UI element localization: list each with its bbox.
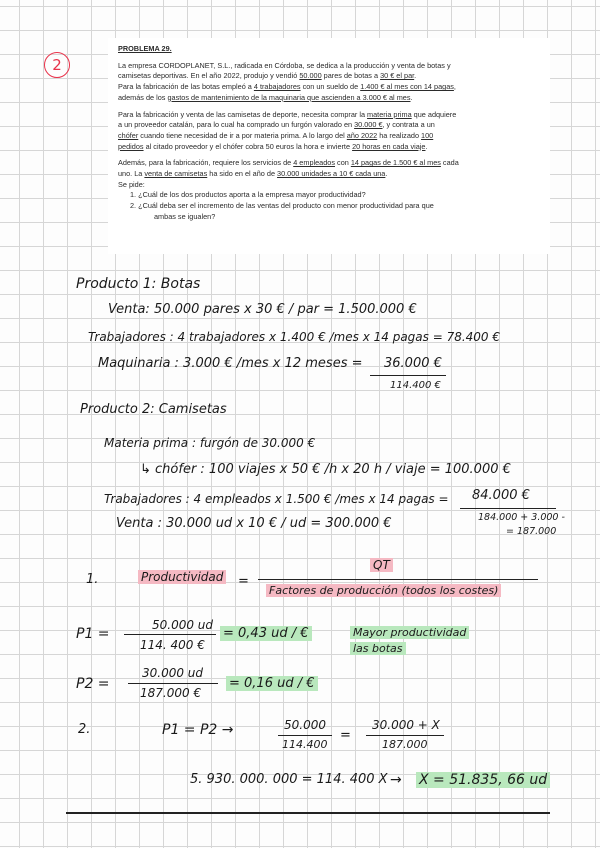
p1-equals-p2: P1 = P2 → xyxy=(162,722,234,738)
eq-left-numerator: 50.000 xyxy=(284,718,326,732)
q2-number: 2. xyxy=(78,722,91,737)
sum-line-1 xyxy=(370,375,446,376)
total-costes-botas: 114.400 € xyxy=(390,380,441,391)
trabajadores-camisetas-line: Trabajadores : 4 empleados x 1.500 € /mes x 14 pagas = xyxy=(104,492,449,506)
se-pide-label: Se pide: xyxy=(118,179,145,189)
p1-result: = 0,43 ud / € xyxy=(220,626,312,641)
suma-costes-camisetas: 184.000 + 3.000 - xyxy=(478,512,565,523)
final-result: X = 51.835, 66 ud xyxy=(416,772,550,788)
factores-produccion-label: Factores de producción (todos los costes) xyxy=(266,584,501,597)
question-1: 1. ¿Cuál de los dos productos aporta a la empresa mayor productividad? xyxy=(130,190,366,200)
maquinaria-line: Maquinaria : 3.000 € /mes x 12 meses = xyxy=(98,356,363,371)
q1-number: 1. xyxy=(86,572,99,587)
eq-left-denominator: 114.400 xyxy=(282,738,328,751)
p2-denominator: 187.000 € xyxy=(140,686,202,700)
maquinaria-value: 36.000 € xyxy=(384,356,442,371)
final-arrow: → xyxy=(390,772,402,788)
eq-middle-equals: = xyxy=(340,728,351,743)
trabajadores-camisetas-value: 84.000 € xyxy=(472,488,530,503)
sum-line-2 xyxy=(460,508,556,509)
bottom-divider xyxy=(66,812,550,814)
productividad-equals: = xyxy=(238,574,249,589)
eq-left-fraction-line xyxy=(278,735,332,736)
venta-camisetas-line: Venta : 30.000 ud x 10 € / ud = 300.000 € xyxy=(116,516,392,531)
problem-paragraph-2: Para la fabricación y venta de las camisetas de deporte, necesita comprar la materia prima que adquiere a un proveedor catalán, para lo cual ha comprado un furgón valorado en 30.000 €, y contrata a un chófer cuando tiene necesidad de ir a por materia prima. A lo largo del año 2022 ha realizado 100 pedidos al citado proveedor y el chófer cobra 50 euros la hora e invierte 20 horas en cada viaje. xyxy=(118,109,457,151)
p1-denominator: 114. 400 € xyxy=(140,638,205,652)
eq-right-fraction-line xyxy=(366,735,444,736)
p2-label: P2 = xyxy=(76,676,110,692)
p1-numerator: 50.000 ud xyxy=(152,618,214,632)
total-costes-camisetas: = 187.000 xyxy=(506,526,557,537)
eq-right-numerator: 30.000 + X xyxy=(372,718,440,732)
p2-numerator: 30.000 ud xyxy=(142,666,204,680)
problem-title: PROBLEMA 29. xyxy=(118,44,172,53)
p1-label: P1 = xyxy=(76,626,110,642)
question-2-continued: ambas se igualen? xyxy=(154,211,216,221)
final-equation: 5. 930. 000. 000 = 114. 400 X xyxy=(190,772,388,787)
las-botas-note: las botas xyxy=(350,642,406,655)
eq-right-denominator: 187.000 xyxy=(382,738,428,751)
problem-statement-box xyxy=(108,38,550,254)
chofer-line: ↳ chófer : 100 viajes x 50 € /h x 20 h / viaje = 100.000 € xyxy=(140,462,511,477)
materia-prima-line: Materia prima : furgón de 30.000 € xyxy=(104,436,316,450)
question-2: 2. ¿Cuál deba ser el incremento de las ventas del producto con menor productividad para que xyxy=(130,201,434,211)
p2-result: = 0,16 ud / € xyxy=(226,676,318,691)
trabajadores-botas-line: Trabajadores : 4 trabajadores x 1.400 € /mes x 14 pagas = 78.400 € xyxy=(88,330,501,344)
mayor-productividad-note: Mayor productividad xyxy=(350,626,469,639)
problem-paragraph-3: Además, para la fabricación, requiere los servicios de 4 empleados con 14 pagas de 1.500 € al mes cada uno. La venta de camisetas ha sido en el año de 30.000 unidades a 10 € cada una. xyxy=(118,158,459,179)
problem-paragraph-1: La empresa CORDOPLANET, S.L., radicada en Córdoba, se dedica a la producción y venta de botas y camisetas deportivas. En el año 2022, produjo y vendió 50.000 pares de botas a 30 € el par. Para la fabricación de las botas empleó a 4 trabajadores con un sueldo de 1.400 € al mes con 14 pagas, además de los gastos de mantenimiento de la maquinaria que ascienden a 3.000 € al mes. xyxy=(118,60,456,102)
producto-1-heading: Producto 1: Botas xyxy=(76,276,201,292)
venta-botas-line: Venta: 50.000 pares x 30 € / par = 1.500.000 € xyxy=(108,302,417,317)
p1-fraction-line xyxy=(124,634,216,635)
producto-2-heading: Producto 2: Camisetas xyxy=(80,402,227,417)
qt-numerator: QT xyxy=(370,558,393,572)
p2-fraction-line xyxy=(128,683,218,684)
problem-number-circle: 2 xyxy=(44,52,70,78)
productividad-label: Productividad xyxy=(138,570,226,584)
productividad-fraction-line xyxy=(258,579,538,580)
